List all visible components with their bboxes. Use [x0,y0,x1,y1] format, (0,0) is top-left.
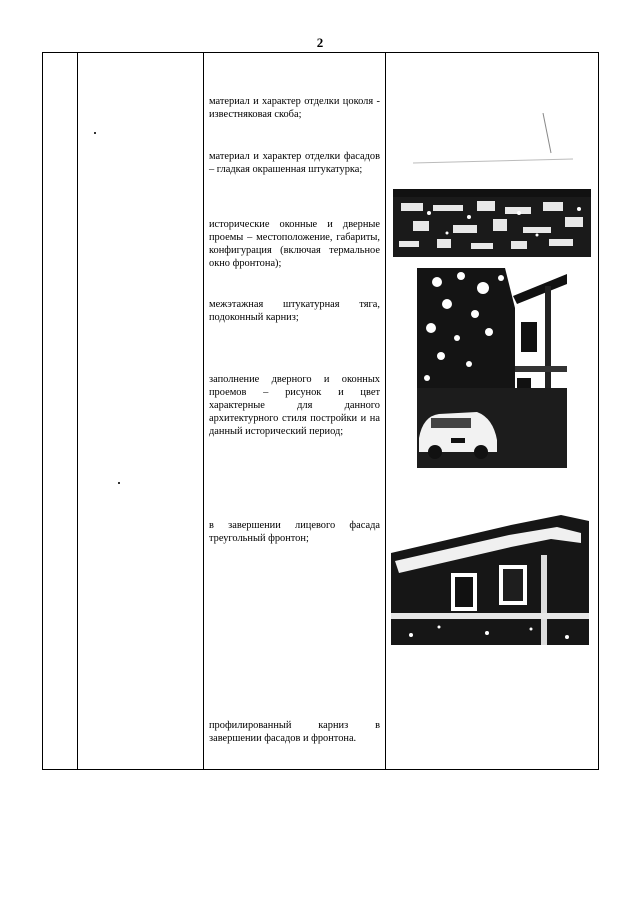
scan-speck [94,132,96,134]
column-divider-2 [203,53,204,769]
subject-item-facade-finish: материал и характер отделки фасадов – гладкая окрашенная штукатурка; [209,151,380,175]
protection-subject-table [42,52,599,770]
column-divider-3 [385,53,386,769]
plinth-photo-icon [393,113,591,257]
column-divider-1 [77,53,78,769]
subject-item-cornice: профилированный карниз в завершении фасадов и фронтона. [209,720,380,744]
subject-item-cornice-belt: межэтажная штукатурная тяга, подоконный карниз; [209,299,380,323]
page-number: 2 [316,35,324,50]
subject-item-fillings: заполнение дверного и оконных проемов – рисунок и цвет характерные для данного архитектурного стиля постройки и на данный исторический период; [209,374,380,437]
subject-item-plinth: материал и характер отделки цоколя - известняковая скоба; [209,96,380,120]
subject-item-openings: исторические оконные и дверные проемы – местоположение, габариты, конфигурация (включая термальное окно фронтона); [209,219,380,269]
facade-car-photo-icon [417,268,567,468]
scan-speck [118,482,120,484]
subject-item-pediment: в завершении лицевого фасада треугольный фронтон; [209,520,380,544]
pediment-photo-icon [391,495,589,645]
